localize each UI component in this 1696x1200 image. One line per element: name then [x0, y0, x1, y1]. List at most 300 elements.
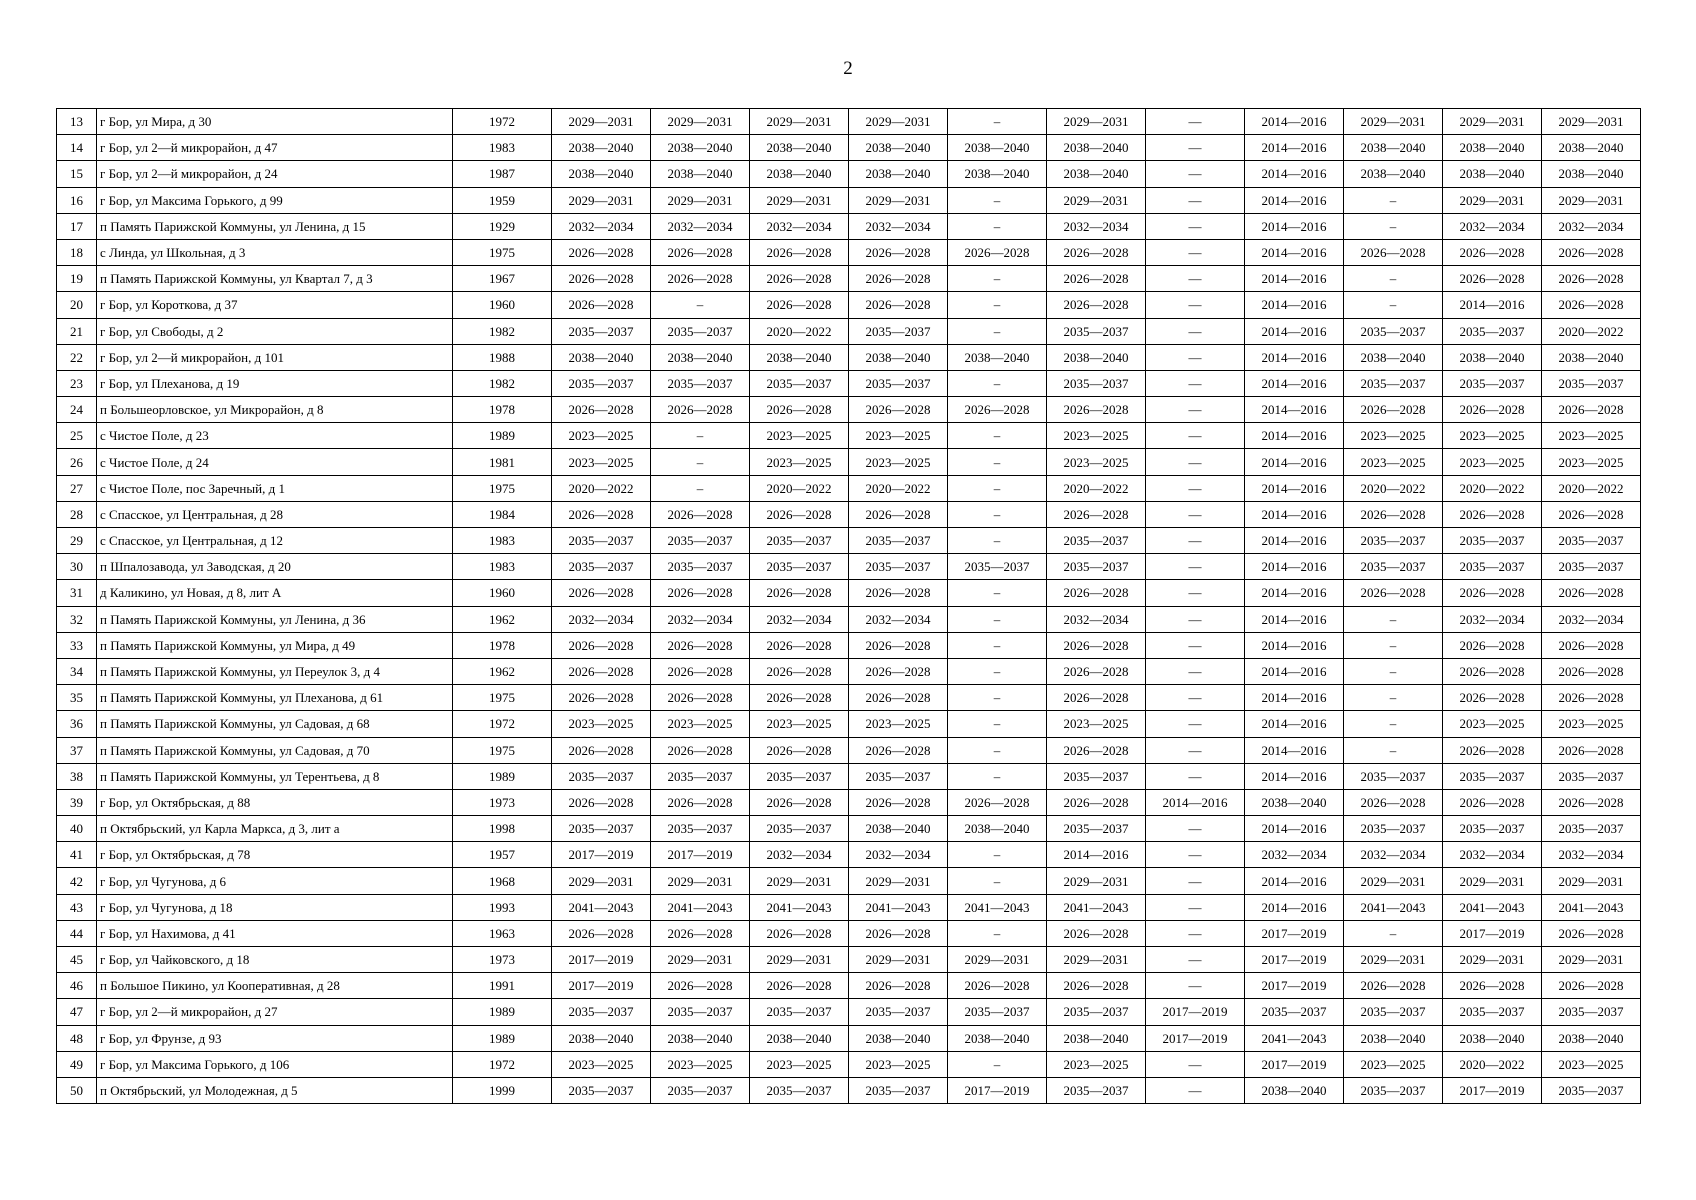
period-cell: 2017—2019 [552, 842, 651, 868]
period-cell: 2023—2025 [552, 711, 651, 737]
period-cell: – [948, 213, 1047, 239]
period-cell: 2017—2019 [1245, 973, 1344, 999]
period-cell: 2041—2043 [750, 894, 849, 920]
year-built-cell: 1991 [453, 973, 552, 999]
address-cell: п Память Парижской Коммуны, ул Плеханова, д 61 [97, 685, 453, 711]
period-cell: 2023—2025 [552, 1051, 651, 1077]
period-cell: 2023—2025 [1047, 711, 1146, 737]
period-cell: 2026—2028 [1047, 737, 1146, 763]
period-cell: 2035—2037 [849, 999, 948, 1025]
period-cell: 2035—2037 [1344, 318, 1443, 344]
period-cell: 2026—2028 [1443, 632, 1542, 658]
period-cell: 2035—2037 [1344, 554, 1443, 580]
period-cell: 2029—2031 [849, 868, 948, 894]
period-cell: 2038—2040 [1344, 135, 1443, 161]
period-cell: 2026—2028 [552, 580, 651, 606]
period-cell: 2026—2028 [651, 501, 750, 527]
period-cell: 2014—2016 [1245, 344, 1344, 370]
address-cell: г Бор, ул Октябрьская, д 88 [97, 789, 453, 815]
row-number-cell: 17 [57, 213, 97, 239]
period-cell: 2035—2037 [750, 554, 849, 580]
period-cell: – [948, 920, 1047, 946]
period-cell: – [948, 868, 1047, 894]
period-cell: — [1146, 423, 1245, 449]
period-cell: 2035—2037 [651, 816, 750, 842]
period-cell: 2014—2016 [1047, 842, 1146, 868]
period-cell: 2014—2016 [1443, 292, 1542, 318]
address-cell: г Бор, ул Плеханова, д 19 [97, 370, 453, 396]
table-row [57, 894, 1641, 920]
period-cell: 2017—2019 [1443, 920, 1542, 946]
period-cell: – [1344, 632, 1443, 658]
period-cell: – [1344, 685, 1443, 711]
table-row [57, 187, 1641, 213]
period-cell: 2026—2028 [651, 737, 750, 763]
period-cell: 2032—2034 [750, 606, 849, 632]
row-number-cell: 14 [57, 135, 97, 161]
period-cell: 2020—2022 [1443, 475, 1542, 501]
period-cell: 2026—2028 [750, 920, 849, 946]
period-cell: 2023—2025 [849, 423, 948, 449]
period-cell: 2026—2028 [552, 685, 651, 711]
table-row [57, 1025, 1641, 1051]
period-cell: 2035—2037 [1344, 816, 1443, 842]
period-cell: — [1146, 501, 1245, 527]
period-cell: 2038—2040 [1443, 1025, 1542, 1051]
period-cell: — [1146, 763, 1245, 789]
period-cell: 2014—2016 [1245, 266, 1344, 292]
table-row [57, 842, 1641, 868]
period-cell: 2026—2028 [849, 266, 948, 292]
period-cell: 2035—2037 [651, 999, 750, 1025]
table-row [57, 554, 1641, 580]
period-cell: 2026—2028 [849, 789, 948, 815]
table-row [57, 501, 1641, 527]
period-cell: 2026—2028 [1542, 632, 1641, 658]
period-cell: 2038—2040 [1542, 135, 1641, 161]
year-built-cell: 1978 [453, 397, 552, 423]
period-cell: 2032—2034 [1047, 606, 1146, 632]
period-cell: 2020—2022 [849, 475, 948, 501]
period-cell: 2035—2037 [849, 318, 948, 344]
period-cell: 2035—2037 [1542, 763, 1641, 789]
period-cell: – [948, 1051, 1047, 1077]
period-cell: 2029—2031 [849, 187, 948, 213]
period-cell: — [1146, 894, 1245, 920]
year-built-cell: 1963 [453, 920, 552, 946]
period-cell: 2026—2028 [1443, 685, 1542, 711]
row-number-cell: 26 [57, 449, 97, 475]
period-cell: 2026—2028 [750, 580, 849, 606]
period-cell: 2035—2037 [651, 1077, 750, 1103]
address-cell: г Бор, ул Короткова, д 37 [97, 292, 453, 318]
period-cell: 2035—2037 [1542, 554, 1641, 580]
period-cell: 2038—2040 [1245, 1077, 1344, 1103]
address-cell: г Бор, ул 2—й микрорайон, д 47 [97, 135, 453, 161]
period-cell: 2029—2031 [1047, 947, 1146, 973]
year-built-cell: 1981 [453, 449, 552, 475]
period-cell: 2023—2025 [1443, 711, 1542, 737]
year-built-cell: 1968 [453, 868, 552, 894]
period-cell: — [1146, 606, 1245, 632]
year-built-cell: 1959 [453, 187, 552, 213]
address-cell: с Чистое Поле, д 23 [97, 423, 453, 449]
period-cell: 2035—2037 [948, 999, 1047, 1025]
period-cell: – [948, 501, 1047, 527]
period-cell: 2041—2043 [849, 894, 948, 920]
period-cell: 2026—2028 [750, 789, 849, 815]
period-cell: 2038—2040 [552, 1025, 651, 1051]
table-row [57, 868, 1641, 894]
row-number-cell: 38 [57, 763, 97, 789]
period-cell: 2026—2028 [552, 397, 651, 423]
row-number-cell: 44 [57, 920, 97, 946]
year-built-cell: 1993 [453, 894, 552, 920]
period-cell: 2026—2028 [750, 658, 849, 684]
period-cell: – [1344, 292, 1443, 318]
period-cell: 2026—2028 [651, 658, 750, 684]
year-built-cell: 1998 [453, 816, 552, 842]
row-number-cell: 23 [57, 370, 97, 396]
period-cell: 2017—2019 [1245, 920, 1344, 946]
address-cell: г Бор, ул 2—й микрорайон, д 27 [97, 999, 453, 1025]
period-cell: 2035—2037 [1047, 528, 1146, 554]
period-cell: — [1146, 370, 1245, 396]
period-cell: 2026—2028 [750, 973, 849, 999]
address-cell: г Бор, ул Мира, д 30 [97, 109, 453, 135]
table-row [57, 423, 1641, 449]
table-row [57, 947, 1641, 973]
period-cell: 2023—2025 [1047, 1051, 1146, 1077]
period-cell: 2035—2037 [1542, 999, 1641, 1025]
period-cell: 2035—2037 [651, 528, 750, 554]
period-cell: 2026—2028 [651, 789, 750, 815]
period-cell: 2017—2019 [1146, 999, 1245, 1025]
period-cell: 2026—2028 [552, 632, 651, 658]
period-cell: 2014—2016 [1245, 580, 1344, 606]
period-cell: 2035—2037 [1047, 370, 1146, 396]
period-cell: 2029—2031 [750, 109, 849, 135]
period-cell: 2026—2028 [1542, 737, 1641, 763]
period-cell: — [1146, 187, 1245, 213]
table-row [57, 449, 1641, 475]
period-cell: — [1146, 292, 1245, 318]
year-built-cell: 1989 [453, 423, 552, 449]
address-cell: г Бор, ул Чугунова, д 6 [97, 868, 453, 894]
period-cell: 2023—2025 [651, 1051, 750, 1077]
year-built-cell: 1975 [453, 685, 552, 711]
period-cell: 2038—2040 [849, 816, 948, 842]
period-cell: 2038—2040 [948, 161, 1047, 187]
period-cell: 2026—2028 [750, 737, 849, 763]
table-row [57, 135, 1641, 161]
row-number-cell: 18 [57, 239, 97, 265]
period-cell: 2035—2037 [750, 528, 849, 554]
period-cell: 2020—2022 [1542, 318, 1641, 344]
period-cell: 2035—2037 [1047, 554, 1146, 580]
period-cell: – [651, 292, 750, 318]
period-cell: – [948, 528, 1047, 554]
period-cell: 2026—2028 [1443, 580, 1542, 606]
period-cell: — [1146, 947, 1245, 973]
address-cell: п Память Парижской Коммуны, ул Мира, д 49 [97, 632, 453, 658]
period-cell: 2026—2028 [1542, 920, 1641, 946]
period-cell: 2026—2028 [552, 789, 651, 815]
period-cell: – [948, 292, 1047, 318]
period-cell: 2017—2019 [1245, 1051, 1344, 1077]
address-cell: п Память Парижской Коммуны, ул Садовая, д 68 [97, 711, 453, 737]
period-cell: – [948, 711, 1047, 737]
period-cell: – [948, 449, 1047, 475]
period-cell: 2035—2037 [1344, 528, 1443, 554]
period-cell: 2041—2043 [552, 894, 651, 920]
period-cell: 2023—2025 [1344, 449, 1443, 475]
period-cell: 2029—2031 [1047, 109, 1146, 135]
period-cell: 2026—2028 [948, 789, 1047, 815]
row-number-cell: 15 [57, 161, 97, 187]
year-built-cell: 1967 [453, 266, 552, 292]
period-cell: 2035—2037 [849, 763, 948, 789]
period-cell: 2014—2016 [1245, 711, 1344, 737]
period-cell: — [1146, 1077, 1245, 1103]
period-cell: 2038—2040 [1443, 161, 1542, 187]
address-cell: п Память Парижской Коммуны, ул Ленина, д 36 [97, 606, 453, 632]
address-cell: п Октябрьский, ул Молодежная, д 5 [97, 1077, 453, 1103]
table-row [57, 109, 1641, 135]
period-cell: 2023—2025 [750, 1051, 849, 1077]
period-cell: 2026—2028 [1047, 658, 1146, 684]
table-row [57, 999, 1641, 1025]
address-cell: с Спасское, ул Центральная, д 12 [97, 528, 453, 554]
period-cell: 2038—2040 [750, 344, 849, 370]
period-cell: 2029—2031 [750, 947, 849, 973]
period-cell: 2041—2043 [651, 894, 750, 920]
period-cell: 2026—2028 [1443, 239, 1542, 265]
period-cell: 2014—2016 [1245, 475, 1344, 501]
row-number-cell: 33 [57, 632, 97, 658]
period-cell: 2023—2025 [1443, 449, 1542, 475]
period-cell: — [1146, 737, 1245, 763]
period-cell: 2026—2028 [849, 632, 948, 658]
period-cell: 2023—2025 [651, 711, 750, 737]
period-cell: 2035—2037 [552, 370, 651, 396]
period-cell: – [948, 266, 1047, 292]
period-cell: 2035—2037 [1047, 318, 1146, 344]
period-cell: 2029—2031 [1047, 868, 1146, 894]
period-cell: 2029—2031 [1443, 868, 1542, 894]
year-built-cell: 1960 [453, 292, 552, 318]
address-cell: с Линда, ул Школьная, д 3 [97, 239, 453, 265]
period-cell: 2035—2037 [552, 554, 651, 580]
year-built-cell: 1975 [453, 239, 552, 265]
period-cell: 2026—2028 [651, 239, 750, 265]
period-cell: 2029—2031 [1542, 868, 1641, 894]
period-cell: — [1146, 135, 1245, 161]
period-cell: 2026—2028 [1344, 580, 1443, 606]
period-cell: 2035—2037 [552, 528, 651, 554]
row-number-cell: 29 [57, 528, 97, 554]
period-cell: 2038—2040 [849, 344, 948, 370]
period-cell: — [1146, 685, 1245, 711]
period-cell: 2032—2034 [1542, 213, 1641, 239]
period-cell: 2023—2025 [1542, 1051, 1641, 1077]
year-built-cell: 1983 [453, 135, 552, 161]
period-cell: – [948, 658, 1047, 684]
period-cell: – [948, 737, 1047, 763]
period-cell: 2026—2028 [651, 685, 750, 711]
period-cell: 2026—2028 [1542, 501, 1641, 527]
period-cell: 2017—2019 [948, 1077, 1047, 1103]
period-cell: – [1344, 711, 1443, 737]
address-cell: п Память Парижской Коммуны, ул Терентьева, д 8 [97, 763, 453, 789]
row-number-cell: 22 [57, 344, 97, 370]
period-cell: 2014—2016 [1245, 632, 1344, 658]
row-number-cell: 42 [57, 868, 97, 894]
table-row [57, 580, 1641, 606]
period-cell: 2017—2019 [1443, 1077, 1542, 1103]
period-cell: 2017—2019 [552, 973, 651, 999]
period-cell: – [651, 449, 750, 475]
period-cell: 2026—2028 [1047, 973, 1146, 999]
period-cell: 2032—2034 [552, 606, 651, 632]
period-cell: 2014—2016 [1146, 789, 1245, 815]
table-row [57, 789, 1641, 815]
period-cell: 2038—2040 [1047, 1025, 1146, 1051]
period-cell: 2038—2040 [1542, 344, 1641, 370]
year-built-cell: 1987 [453, 161, 552, 187]
period-cell: — [1146, 920, 1245, 946]
period-cell: 2029—2031 [552, 868, 651, 894]
period-cell: 2026—2028 [1443, 397, 1542, 423]
period-cell: 2035—2037 [1443, 999, 1542, 1025]
table-row [57, 658, 1641, 684]
period-cell: 2038—2040 [849, 161, 948, 187]
period-cell: 2014—2016 [1245, 737, 1344, 763]
period-cell: 2026—2028 [1047, 501, 1146, 527]
period-cell: 2026—2028 [651, 580, 750, 606]
period-cell: – [948, 580, 1047, 606]
period-cell: 2026—2028 [552, 737, 651, 763]
period-cell: 2023—2025 [1344, 1051, 1443, 1077]
period-cell: 2035—2037 [1443, 763, 1542, 789]
period-cell: 2023—2025 [1047, 423, 1146, 449]
period-cell: 2035—2037 [651, 763, 750, 789]
period-cell: 2035—2037 [750, 999, 849, 1025]
period-cell: 2026—2028 [1344, 973, 1443, 999]
row-number-cell: 50 [57, 1077, 97, 1103]
period-cell: 2026—2028 [948, 239, 1047, 265]
period-cell: 2020—2022 [1443, 1051, 1542, 1077]
period-cell: 2035—2037 [849, 1077, 948, 1103]
period-cell: 2026—2028 [651, 632, 750, 658]
year-built-cell: 1929 [453, 213, 552, 239]
address-cell: п Большое Пикино, ул Кооперативная, д 28 [97, 973, 453, 999]
period-cell: — [1146, 397, 1245, 423]
period-cell: 2032—2034 [1542, 842, 1641, 868]
period-cell: 2032—2034 [750, 213, 849, 239]
period-cell: 2038—2040 [1542, 161, 1641, 187]
period-cell: 2032—2034 [1443, 842, 1542, 868]
address-cell: п Шпалозавода, ул Заводская, д 20 [97, 554, 453, 580]
row-number-cell: 36 [57, 711, 97, 737]
row-number-cell: 20 [57, 292, 97, 318]
period-cell: 2026—2028 [849, 973, 948, 999]
row-number-cell: 35 [57, 685, 97, 711]
period-cell: 2035—2037 [1047, 999, 1146, 1025]
period-cell: 2023—2025 [1047, 449, 1146, 475]
period-cell: 2035—2037 [1443, 318, 1542, 344]
period-cell: — [1146, 344, 1245, 370]
period-cell: 2032—2034 [552, 213, 651, 239]
address-cell: г Бор, ул Чугунова, д 18 [97, 894, 453, 920]
period-cell: 2032—2034 [849, 213, 948, 239]
address-cell: п Октябрьский, ул Карла Маркса, д 3, лит а [97, 816, 453, 842]
period-cell: 2023—2025 [1542, 449, 1641, 475]
period-cell: 2035—2037 [1542, 528, 1641, 554]
period-cell: 2014—2016 [1245, 135, 1344, 161]
period-cell: 2020—2022 [552, 475, 651, 501]
period-cell: – [948, 423, 1047, 449]
period-cell: 2038—2040 [948, 135, 1047, 161]
period-cell: 2038—2040 [1344, 1025, 1443, 1051]
row-number-cell: 37 [57, 737, 97, 763]
period-cell: 2026—2028 [651, 266, 750, 292]
period-cell: – [948, 606, 1047, 632]
period-cell: 2038—2040 [948, 344, 1047, 370]
period-cell: – [1344, 658, 1443, 684]
table-row [57, 685, 1641, 711]
period-cell: 2029—2031 [1542, 187, 1641, 213]
table-row [57, 973, 1641, 999]
period-cell: 2035—2037 [1443, 554, 1542, 580]
period-cell: — [1146, 1051, 1245, 1077]
period-cell: — [1146, 266, 1245, 292]
address-cell: п Память Парижской Коммуны, ул Ленина, д 15 [97, 213, 453, 239]
period-cell: – [948, 842, 1047, 868]
period-cell: 2026—2028 [750, 292, 849, 318]
period-cell: 2023—2025 [1542, 711, 1641, 737]
period-cell: 2017—2019 [1245, 947, 1344, 973]
period-cell: 2038—2040 [849, 135, 948, 161]
period-cell: 2041—2043 [948, 894, 1047, 920]
period-cell: — [1146, 528, 1245, 554]
period-cell: 2026—2028 [1047, 580, 1146, 606]
period-cell: 2035—2037 [750, 763, 849, 789]
period-cell: 2035—2037 [552, 999, 651, 1025]
row-number-cell: 30 [57, 554, 97, 580]
period-cell: – [948, 475, 1047, 501]
period-cell: 2029—2031 [552, 109, 651, 135]
year-built-cell: 1972 [453, 109, 552, 135]
period-cell: – [948, 685, 1047, 711]
period-cell: 2014—2016 [1245, 318, 1344, 344]
period-cell: 2026—2028 [750, 501, 849, 527]
period-cell: 2038—2040 [552, 161, 651, 187]
period-cell: 2035—2037 [1047, 763, 1146, 789]
period-cell: 2038—2040 [849, 1025, 948, 1051]
year-built-cell: 1962 [453, 658, 552, 684]
period-cell: 2026—2028 [1542, 658, 1641, 684]
period-cell: 2026—2028 [849, 239, 948, 265]
year-built-cell: 1972 [453, 1051, 552, 1077]
table-row [57, 606, 1641, 632]
row-number-cell: 40 [57, 816, 97, 842]
period-cell: 2038—2040 [1344, 161, 1443, 187]
period-cell: 2026—2028 [1542, 685, 1641, 711]
address-cell: г Бор, ул Максима Горького, д 99 [97, 187, 453, 213]
period-cell: 2026—2028 [552, 920, 651, 946]
period-cell: 2032—2034 [1344, 842, 1443, 868]
